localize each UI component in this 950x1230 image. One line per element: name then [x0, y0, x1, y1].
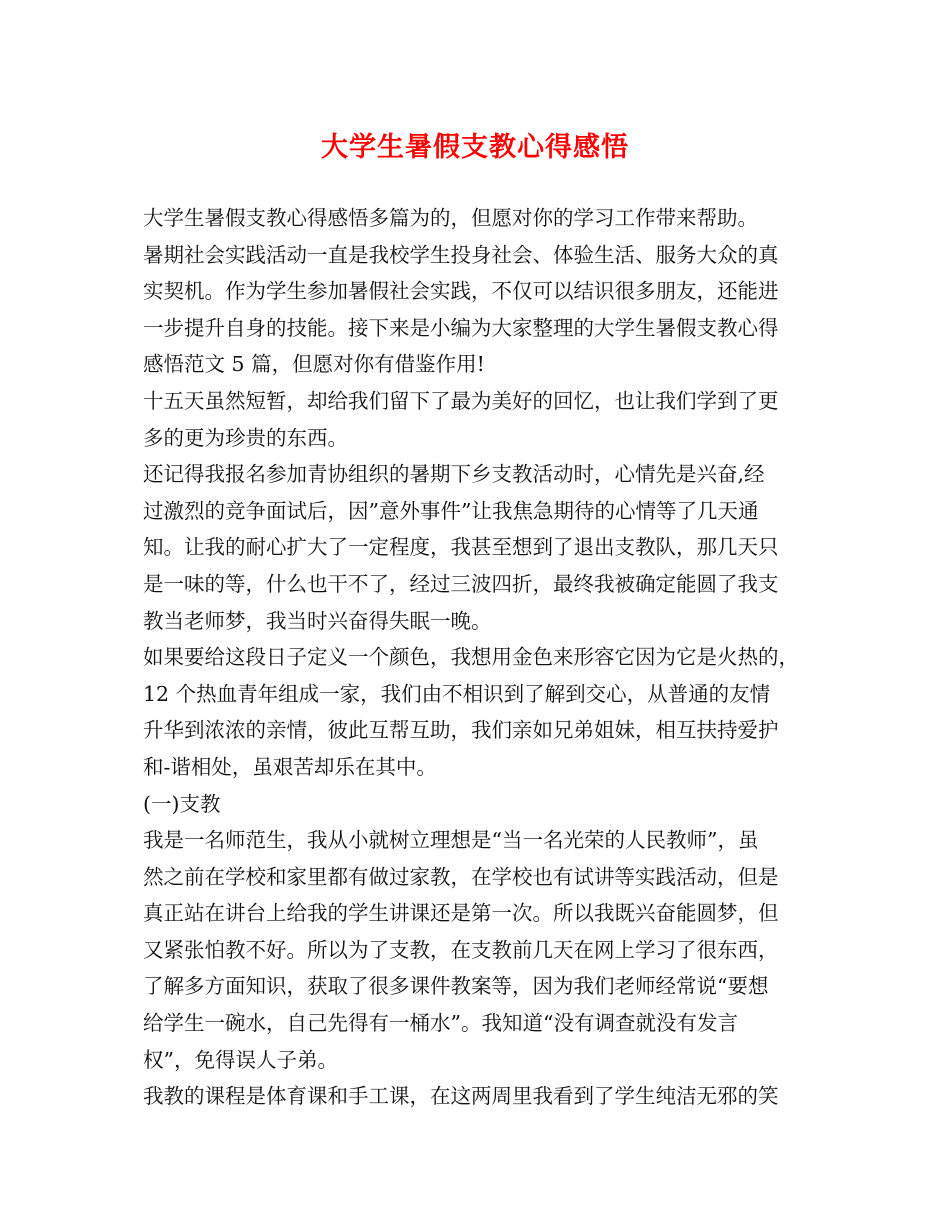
text-line: 过激烈的竞争面试后，因”意外事件”让我焦急期待的心情等了几天通: [143, 498, 759, 523]
text-line: 如果要给这段日子定义一个颜色，我想用金色来形容它因为它是火热的，: [143, 645, 799, 670]
text-line: 实契机。作为学生参加暑假社会实践，不仅可以结识很多朋友，还能进: [143, 279, 779, 304]
page-title: 大学生暑假支教心得感悟: [321, 132, 629, 163]
text-line: 和-谐相处，虽艰苦却乐在其中。: [143, 754, 437, 779]
text-line: 权”，免得误人子弟。: [143, 1047, 338, 1072]
text-line: 还记得我报名参加青协组织的暑期下乡支教活动时，心情先是兴奋,经: [143, 462, 765, 487]
text-line: 大学生暑假支教心得感悟多篇为的，但愿对你的学习工作带来帮助。: [143, 206, 758, 230]
text-line: 十五天虽然短暂，却给我们留下了最为美好的回忆，也让我们学到了更: [143, 388, 779, 413]
text-line: 感悟范文 5 篇，但愿对你有借鉴作用!: [143, 352, 485, 377]
text-line: (一)支教: [143, 791, 221, 816]
text-line: 然之前在学校和家里都有做过家教，在学校也有试讲等实践活动，但是: [143, 864, 779, 889]
text-line: 一步提升自身的技能。接下来是小编为大家整理的大学生暑假支教心得: [143, 315, 779, 340]
text-line: 12 个热血青年组成一家，我们由不相识到了解到交心，从普通的友情: [143, 681, 771, 706]
text-line: 教当老师梦，我当时兴奋得失眠一晚。: [143, 608, 492, 633]
text-line: 暑期社会实践活动一直是我校学生投身社会、体验生活、服务大众的真: [143, 242, 779, 267]
text-line: 知。让我的耐心扩大了一定程度，我甚至想到了退出支教队，那几天只: [143, 535, 779, 560]
text-line: 给学生一碗水，自己先得有一桶水”。我知道“没有调查就没有发言: [143, 1011, 738, 1036]
text-line: 又紧张怕教不好。所以为了支教，在支教前几天在网上学习了很东西，: [143, 937, 779, 962]
document-body: [143, 200, 823, 1115]
text-line: 多的更为珍贵的东西。: [143, 425, 348, 450]
text-line: 真正站在讲台上给我的学生讲课还是第一次。所以我既兴奋能圆梦，但: [143, 901, 779, 926]
text-line: 是一味的等，什么也干不了，经过三波四折，最终我被确定能圆了我支: [143, 571, 779, 596]
text-line: 我是一名师范生，我从小就树立理想是“当一名光荣的人民教师”，虽: [143, 828, 759, 853]
text-line: 我教的课程是体育课和手工课，在这两周里我看到了学生纯洁无邪的笑: [143, 1084, 779, 1109]
text-line: 升华到浓浓的亲情，彼此互帮互助，我们亲如兄弟姐妹，相互扶持爱护: [143, 718, 779, 743]
text-line: 了解多方面知识，获取了很多课件教案等，因为我们老师经常说“要想: [143, 974, 769, 999]
